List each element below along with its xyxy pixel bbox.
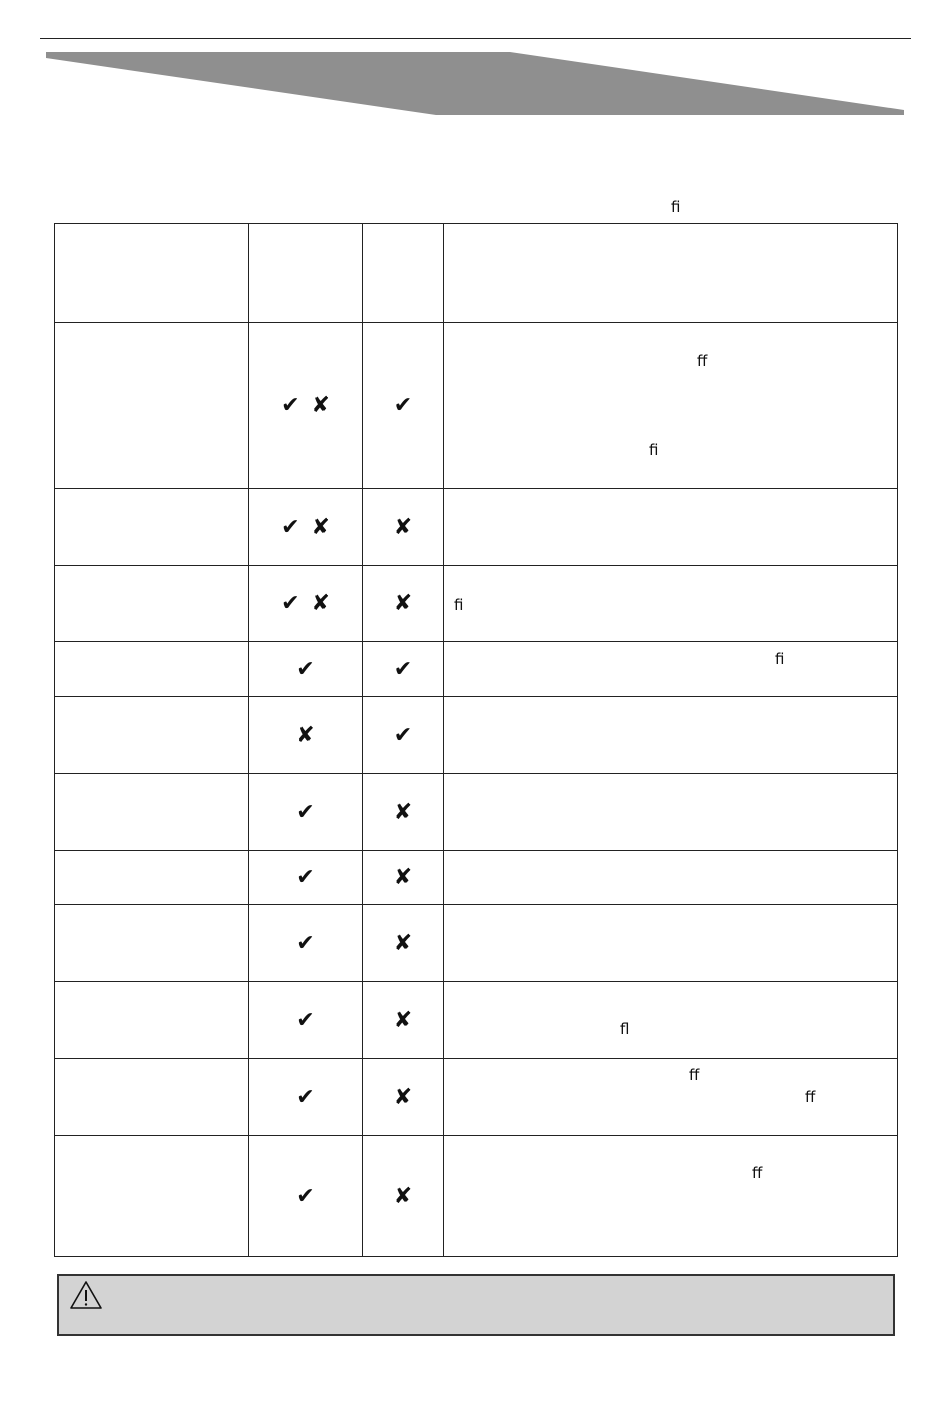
row-label-cell <box>55 774 249 851</box>
notes-cell <box>444 1059 898 1136</box>
cross-mark-icon: ✘ <box>393 1183 413 1209</box>
column-2-cell <box>249 1136 363 1257</box>
column-2-cell <box>249 905 363 982</box>
table-row <box>55 1059 898 1136</box>
column-3-cell <box>363 642 444 697</box>
check-mark-icon: ✔ <box>296 1183 315 1209</box>
check-mark-icon: ✔ <box>281 393 300 418</box>
check-mark-icon: ✔ <box>296 1084 315 1110</box>
cross-mark-icon: ✘ <box>311 514 330 540</box>
check-mark-icon: ✔ <box>281 514 300 540</box>
cross-mark-icon: ✘ <box>393 865 413 890</box>
notes-cell <box>444 697 898 774</box>
column-2-cell <box>249 489 363 566</box>
cross-mark-icon: ✘ <box>311 393 330 418</box>
column-2-cell <box>249 323 363 489</box>
warning-triangle-icon <box>69 1280 103 1310</box>
column-3-cell <box>363 323 444 489</box>
column-2-cell <box>249 642 363 697</box>
cross-mark-icon: ✘ <box>393 930 413 956</box>
intro-ligature: ﬁ <box>671 198 681 216</box>
column-2-cell <box>249 566 363 642</box>
column-2-cell <box>249 774 363 851</box>
column-3-cell <box>363 566 444 642</box>
notes-cell <box>444 642 898 697</box>
check-mark-icon: ✔ <box>393 722 413 748</box>
table-row <box>55 697 898 774</box>
table-row <box>55 851 898 905</box>
notes-ligature: ﬀ <box>752 1164 763 1182</box>
header-banner <box>0 0 950 120</box>
column-2-cell <box>249 1059 363 1136</box>
notes-ligature: ﬂ <box>620 1020 630 1038</box>
row-label-cell <box>55 851 249 905</box>
column-2-cell <box>249 982 363 1059</box>
table-header-row <box>55 224 898 323</box>
notes-ligature: ﬀ <box>689 1066 700 1084</box>
notes-cell <box>444 323 898 489</box>
cross-mark-icon: ✘ <box>393 591 413 616</box>
notes-ligature: ﬁ <box>649 441 659 459</box>
table-row <box>55 489 898 566</box>
table-row <box>55 566 898 642</box>
notes-ligature: ﬀ <box>805 1088 816 1106</box>
header-cell-option-a <box>249 224 363 323</box>
notes-cell <box>444 566 898 642</box>
check-mark-icon: ✔ <box>296 656 315 682</box>
cross-mark-icon: ✘ <box>393 1084 413 1110</box>
check-mark-icon: ✔ <box>281 591 300 616</box>
notes-cell <box>444 982 898 1059</box>
column-3-cell <box>363 697 444 774</box>
column-2-cell <box>249 851 363 905</box>
compatibility-table <box>54 223 898 1257</box>
cross-mark-icon: ✘ <box>393 799 413 825</box>
notes-ligature: ﬁ <box>775 650 785 668</box>
header-cell-option-b <box>363 224 444 323</box>
row-label-cell <box>55 697 249 774</box>
notes-cell <box>444 1136 898 1257</box>
check-mark-icon: ✔ <box>296 930 315 956</box>
cross-mark-icon: ✘ <box>296 722 315 748</box>
notes-cell <box>444 489 898 566</box>
column-2-cell <box>249 697 363 774</box>
column-3-cell <box>363 774 444 851</box>
notes-ligature: ﬁ <box>454 596 464 614</box>
notes-cell <box>444 905 898 982</box>
table-row <box>55 774 898 851</box>
column-3-cell <box>363 851 444 905</box>
check-mark-icon: ✔ <box>296 799 315 825</box>
cross-mark-icon: ✘ <box>393 1007 413 1033</box>
check-mark-icon: ✔ <box>393 393 413 418</box>
table-row <box>55 323 898 489</box>
row-label-cell <box>55 566 249 642</box>
notes-ligature: ﬀ <box>697 352 708 370</box>
check-mark-icon: ✔ <box>296 1007 315 1033</box>
row-label-cell <box>55 1136 249 1257</box>
column-3-cell <box>363 982 444 1059</box>
row-label-cell <box>55 489 249 566</box>
cross-mark-icon: ✘ <box>393 514 413 540</box>
row-label-cell <box>55 1059 249 1136</box>
column-3-cell <box>363 1059 444 1136</box>
notes-cell <box>444 774 898 851</box>
cross-mark-icon: ✘ <box>311 591 330 616</box>
row-label-cell <box>55 642 249 697</box>
column-3-cell <box>363 905 444 982</box>
check-mark-icon: ✔ <box>296 865 315 890</box>
column-3-cell <box>363 489 444 566</box>
table-row <box>55 1136 898 1257</box>
table-row <box>55 982 898 1059</box>
table-row <box>55 642 898 697</box>
row-label-cell <box>55 982 249 1059</box>
header-cell-notes <box>444 224 898 323</box>
notes-cell <box>444 851 898 905</box>
check-mark-icon: ✔ <box>393 656 413 682</box>
warning-box <box>57 1274 895 1336</box>
row-label-cell <box>55 323 249 489</box>
row-label-cell <box>55 905 249 982</box>
column-3-cell <box>363 1136 444 1257</box>
table-row <box>55 905 898 982</box>
header-cell-item <box>55 224 249 323</box>
